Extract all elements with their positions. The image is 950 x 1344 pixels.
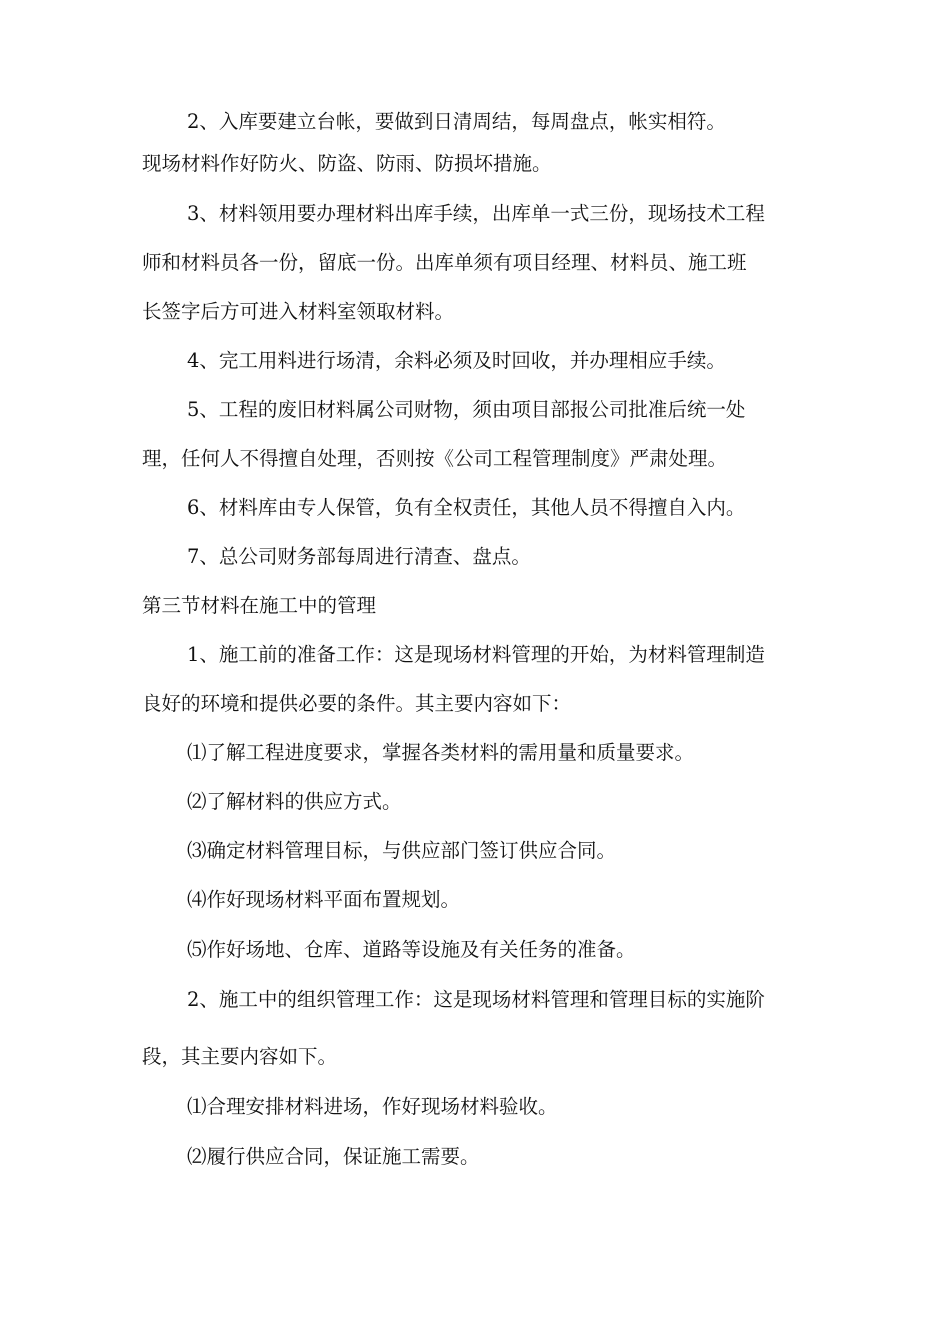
text-line: 1、施工前的准备工作：这是现场材料管理的开始，为材料管理制造 <box>187 643 765 666</box>
text-line: ⑴了解工程进度要求，掌握各类材料的需用量和质量要求。 <box>187 741 695 764</box>
text-line: 7、总公司财务部每周进行清查、盘点。 <box>187 545 531 568</box>
text-line: 3、材料领用要办理材料出库手续，出库单一式三份，现场技术工程 <box>187 202 765 225</box>
text-line: 长签字后方可进入材料室领取材料。 <box>142 300 455 323</box>
text-line: 6、材料库由专人保管，负有全权责任，其他人员不得擅自入内。 <box>187 496 746 519</box>
text-line: 5、工程的废旧材料属公司财物，须由项目部报公司批准后统一处 <box>187 398 746 421</box>
text-line: 理，任何人不得擅自处理，否则按《公司工程管理制度》严肃处理。 <box>142 447 728 470</box>
text-line: ⑵履行供应合同，保证施工需要。 <box>187 1145 480 1168</box>
section-heading: 第三节材料在施工中的管理 <box>142 594 377 617</box>
text-line: ⑷作好现场材料平面布置规划。 <box>187 888 461 911</box>
text-line: 2、施工中的组织管理工作：这是现场材料管理和管理目标的实施阶 <box>187 988 765 1011</box>
text-line: ⑵了解材料的供应方式。 <box>187 790 402 813</box>
text-line: 4、完工用料进行场清，余料必须及时回收，并办理相应手续。 <box>187 349 726 372</box>
text-line: 现场材料作好防火、防盗、防雨、防损坏措施。 <box>142 152 552 175</box>
text-line: ⑶确定材料管理目标，与供应部门签订供应合同。 <box>187 839 617 862</box>
text-line: 良好的环境和提供必要的条件。其主要内容如下： <box>142 692 572 715</box>
text-line: ⑸作好场地、仓库、道路等设施及有关任务的准备。 <box>187 938 636 961</box>
text-line: ⑴合理安排材料进场，作好现场材料验收。 <box>187 1095 558 1118</box>
text-line: 2、入库要建立台帐，要做到日清周结，每周盘点，帐实相符。 <box>187 110 726 133</box>
text-line: 段，其主要内容如下。 <box>142 1045 338 1068</box>
text-line: 师和材料员各一份，留底一份。出库单须有项目经理、材料员、施工班 <box>142 251 747 274</box>
